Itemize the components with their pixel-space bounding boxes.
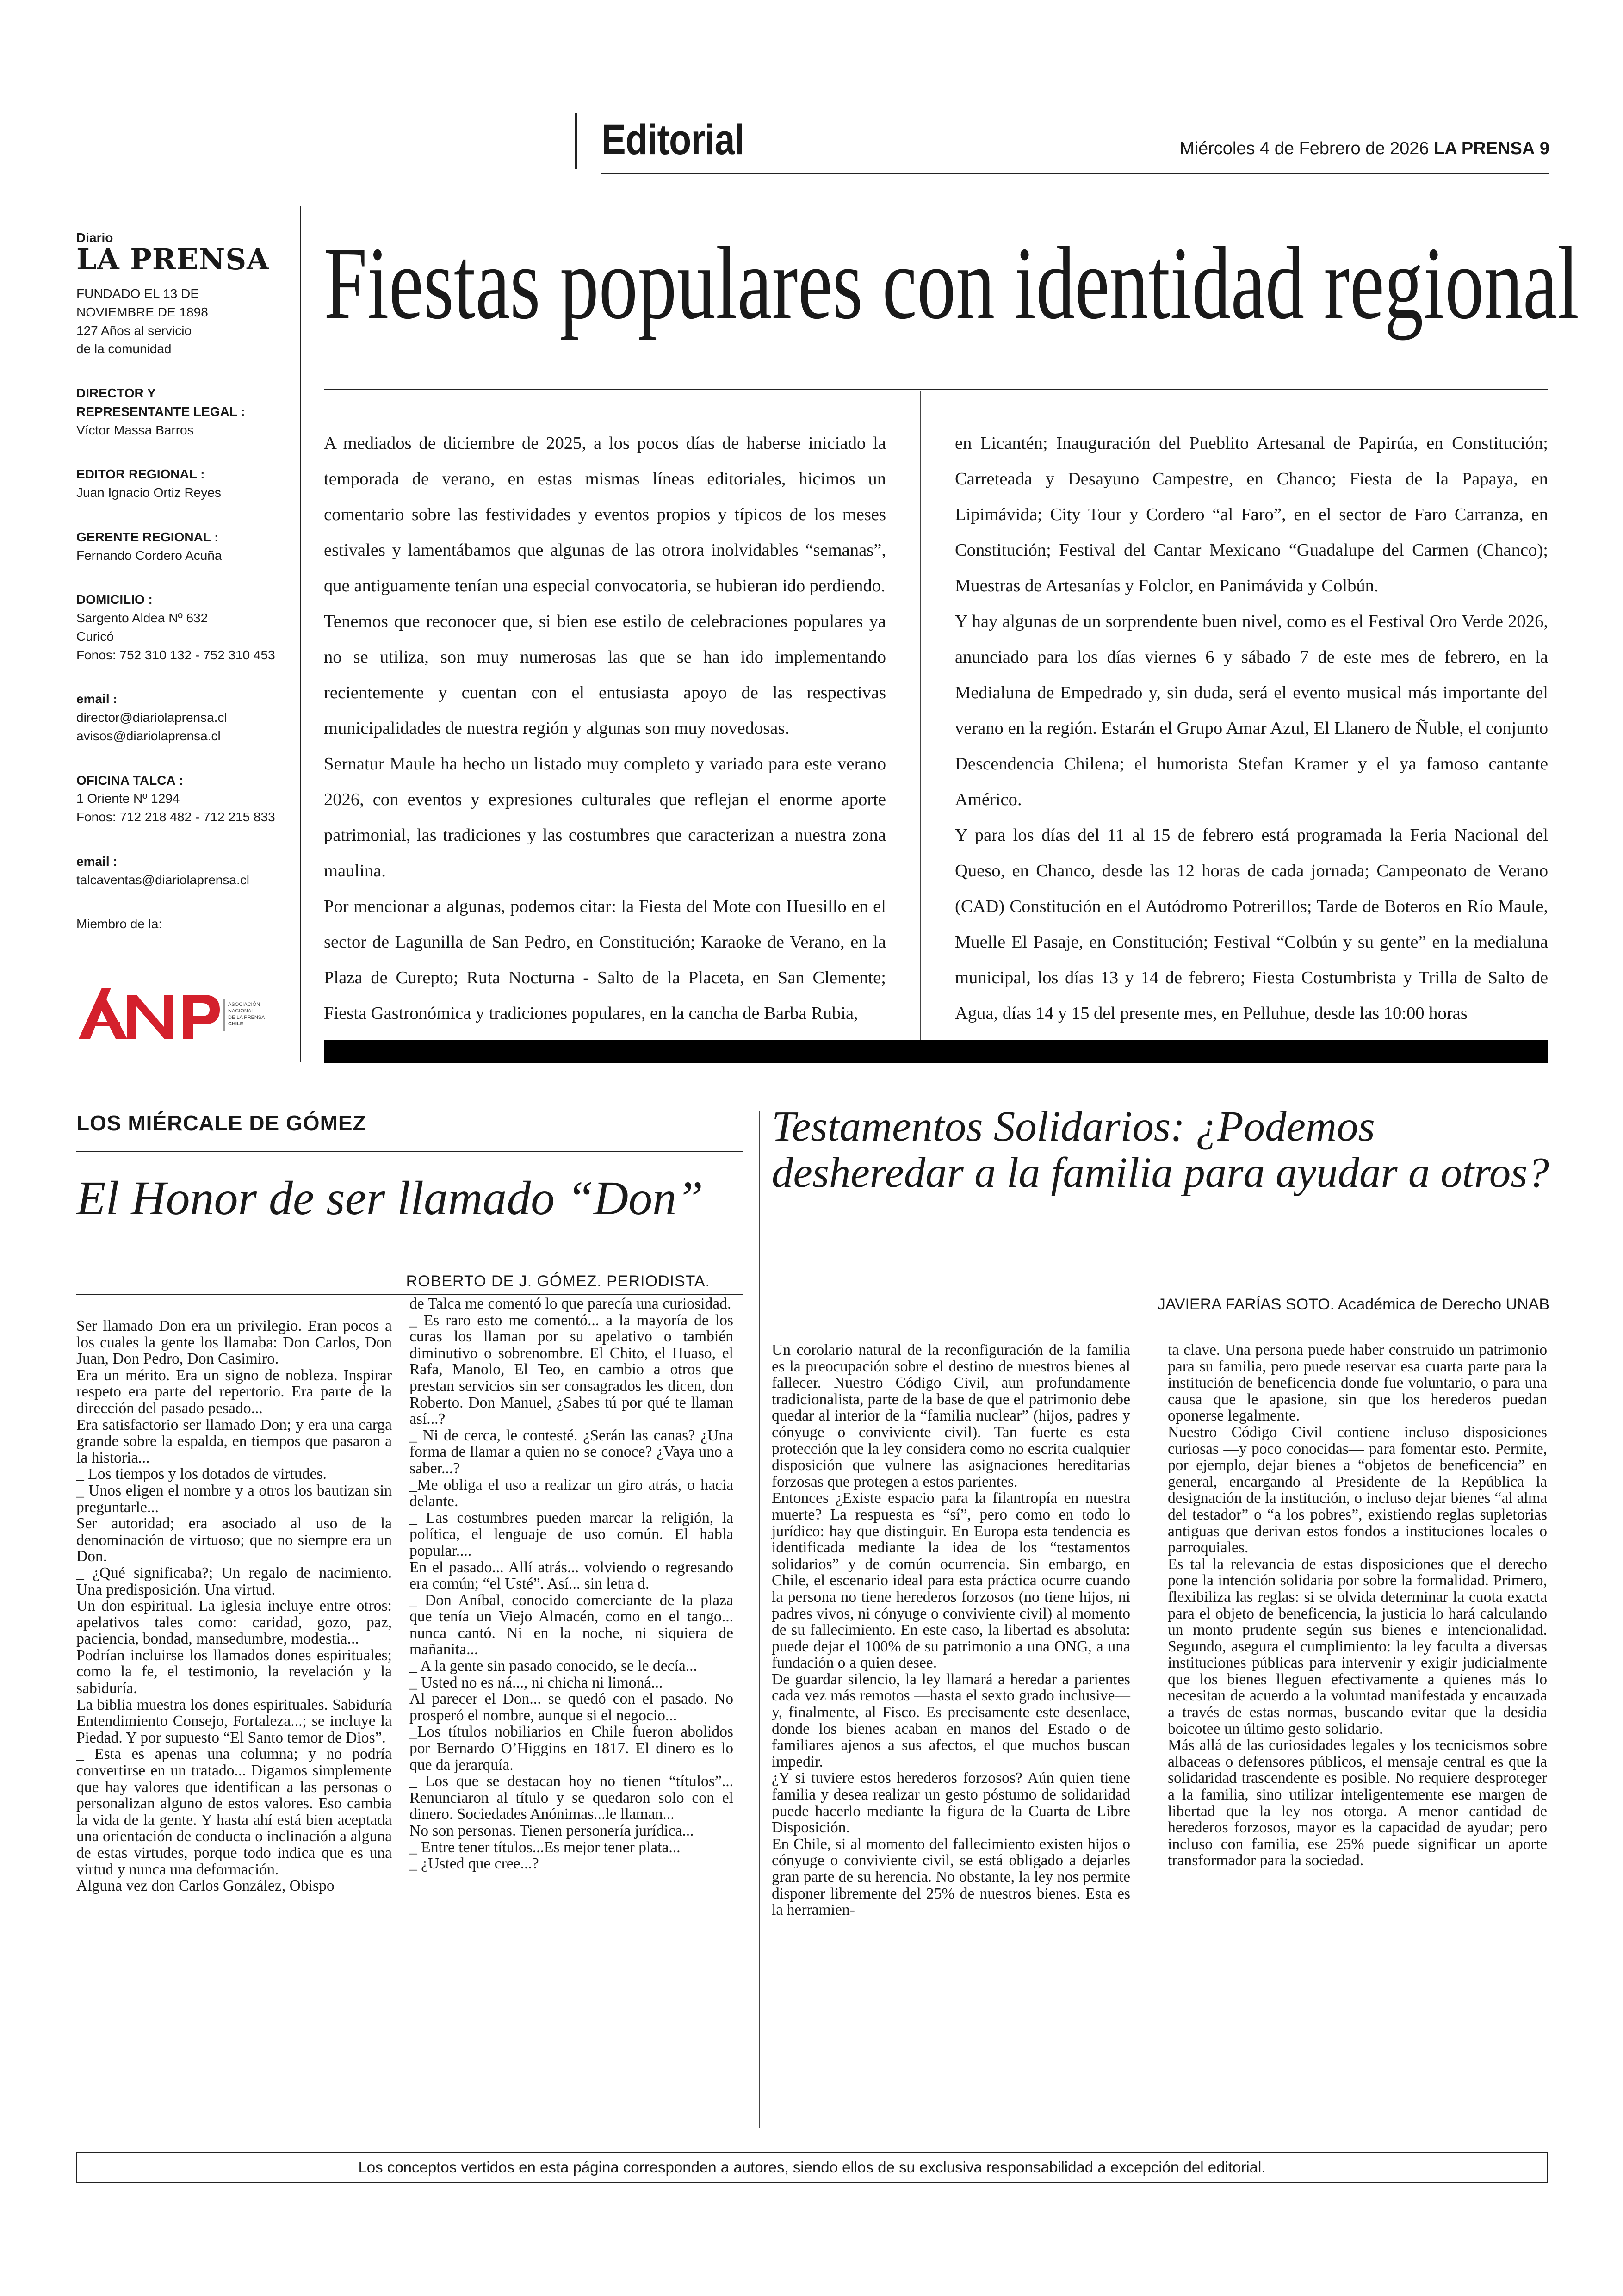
paragraph: Al parecer el Don... se quedó con el pasado. No prosperó el nombre, aunque si el negocio... [409,1690,733,1724]
email-label: email : [76,692,118,707]
paragraph: Tenemos que reconocer que, si bien ese estilo de celebraciones populares ya no se utiliza, son muy numerosas las que se han ido implementando recientemente y cuentan con el entusiasta apoyo de las respectivas municipalidades de nuestra región y algunas son muy novedosas. [324,612,886,738]
paragraph: A mediados de diciembre de 2025, a los pocos días de haberse iniciado la temporada de verano, en estas mismas líneas editoriales, hicimos un comentario sobre las festividades y eventos propios y típicos de los meses estivales y lamentábamos que algunas de las otrora inolvidables “semanas”, que antiguamente tenían una especial convocatoria, se hubieran ido perdiendo. [324,434,886,596]
editorial-column-1 [324,426,886,1031]
paragraph: _ Entre tener títulos...Es mejor tener plata... [409,1838,681,1856]
masthead [76,231,287,933]
paragraph: Es tal la relevancia de estas disposiciones que el derecho pone la intención solidaria por sobre la formalidad. Primero, flexibiliza las reglas: si se olvida determinar la cuota exacta para el objeto de beneficencia, la justicia lo hará calculando un monto prudente según sus bienes e intencionalidad. Segundo, asegura el cumplimiento: la ley faculta a diversas instituciones públicas para intervenir y exigir judicialmente que los bienes lleguen efectivamente a quienes más lo necesitan de acuerdo a la voluntad manifestada y encauzada a través de estas normas, buscando evitar que la desidia boicotee un último gesto solidario. [1168,1555,1547,1738]
paragraph: de Talca me comentó lo que parecía una curiosidad. [409,1295,731,1312]
column-section-label: LOS MIÉRCALE DE GÓMEZ [76,1111,366,1135]
paragraph: No son personas. Tienen personería jurídica... [409,1822,694,1839]
talca-line: 1 Oriente Nº 1294 [76,791,180,806]
label-line: REPRESENTANTE LEGAL : [76,404,245,419]
paragraph: _ A la gente sin pasado conocido, se le decía... [409,1657,697,1675]
director-label [76,384,287,421]
header-rule [601,173,1549,174]
editorial-bottom-bar [324,1040,1548,1063]
paragraph: ta clave. Una persona puede haber construido un patrimonio para su familia, pero puede reservar esa cuarta parte para la institución de beneficencia donde fue voluntario, o para una causa que le apasione, sin que los herederos puedan oponerse legalmente. [1168,1341,1547,1425]
column-headline: El Honor de ser llamado “Don” [76,1172,703,1225]
paragraph: Y hay algunas de un sorprendente buen nivel, como es el Festival Oro Verde 2026, anunciado para los días viernes 6 y sábado 7 de este mes de febrero, en la Medialuna de Empedrado y, sin duda, será el evento musical más importante del verano en la región. Estarán el Grupo Amar Azul, El Llanero de Ñuble, el conjunto Descendencia Chilena; el humorista Stefan Kramer y el ya famoso cantante Américo. [955,612,1548,809]
paragraph: Era satisfactorio ser llamado Don; y era una carga grande sobre la espalda, en tiempos que pasaron a la historia... [76,1416,392,1466]
paragraph: _ Es raro esto me comentó... a la mayoría de los curas los llaman por su apelativo o también diminutivo o sobrenombre. El Chito, el Huaso, el Rafa, Manolo, El Teo, en cambio a otros que prestan servicios sin ser consagrados les dicen, don Roberto. Don Manuel, ¿Sabes tú por qué te llaman así...? [409,1311,733,1428]
anp-sub-line: NACIONAL [228,1008,254,1014]
paragraph: _ Los que se destacan hoy no tienen “títulos”... Renunciaron al título y se quedaron solo con el dinero. Sociedades Anónimas...le llaman... [409,1773,733,1823]
member-label: Miembro de la: [76,917,162,931]
anp-sub-line: DE LA PRENSA [228,1015,265,1020]
editor-label: EDITOR REGIONAL : [76,467,205,482]
header-dateline [1180,139,1549,159]
address-label: DOMICILIO : [76,592,153,607]
talca-office-label: OFICINA TALCA : [76,773,183,788]
column-body-right [409,1296,733,1872]
label-line: DIRECTOR Y [76,386,156,401]
sidebar-divider [300,206,301,1062]
paragraph: Más allá de las curiosidades legales y los tecnicismos sobre albaceas o defensores públicos, el mensaje central es que la solidaridad trascendente es posible. No requiere desproteger a la familia, sino utilizar inteligentemente ese margen de libertad que la ley nos otorga. A menor cantidad de herederos forzosos, mayor es la capacidad de ayudar; pero incluso con familia, ese 25% puede significar un aporte transformador para la sociedad. [1168,1737,1547,1869]
editorial-column-divider [920,391,921,1048]
anp-logo [76,986,275,1041]
paragraph: La biblia muestra los dones espirituales. Sabiduría Entendimiento Consejo, Fortaleza...; se incluye la Piedad. Y por supuesto “El Santo temor de Dios”. [76,1696,392,1746]
editorial-title-rule [324,389,1548,390]
paragraph: Ser llamado Don era un privilegio. Eran pocos a los cuales la gente los llamaba: Don Carlos, Don Juan, Don Pedro, Don Casimiro. [76,1317,392,1368]
paragraph: Nuestro Código Civil contiene incluso disposiciones curiosas —y poco conocidas— para fomentar esto. Permite, por ejemplo, dejar bienes a “objetos de beneficencia” en general, encargando al Presidente de la República la designación de la institución, o incluso dejar bienes “al alma del testador” o “a los pobres”, existiendo reglas supletorias antiguas que derivan estos fondos a instituciones locales o parroquiales. [1168,1423,1547,1557]
email-link[interactable]: director@diariolaprensa.cl [76,710,227,725]
header-date: Miércoles 4 de Febrero de 2026 [1179,139,1429,158]
column-rule [76,1151,743,1152]
paragraph: _ Don Aníbal, conocido comerciante de la plaza que tenía un Viejo Almacén, como en el tango... nunca cantó. Ni en la noche, ni siquiera de mañanita... [409,1591,733,1658]
column-body-left [76,1318,392,1894]
testament-byline [1158,1296,1549,1314]
paragraph: Entonces ¿Existe espacio para la filantropía en nuestra muerte? La respuesta es “sí”, pero como en todo lo jurídico: hay que distinguir. En Europa esta tendencia es identificada mediante la idea de los “testamentos solidarios” y de común ocurrencia. Sin embargo, en Chile, el escenario ideal para esta práctica ocurre cuando la persona no tiene herederos forzosos (no tiene hijos, ni padres vivos, ni cónyuge o conviviente civil) al momento de su fallecimiento. En este caso, la libertad es absoluta: puede dejar el 100% de su patrimonio a una ONG, a una fundación o a quien desee. [772,1489,1130,1672]
founded-line: de la comunidad [76,341,172,356]
paragraph: Era un mérito. Era un signo de nobleza. Inspirar respeto era parte del repertorio. Era parte de la dirección del pasado pesado... [76,1366,392,1417]
column-rule [76,1294,743,1295]
paragraph: Un don espiritual. La iglesia incluye entre otros: apelativos tales como: caridad, gozo, paz, paciencia, bondad, mansedumbre, modestia... [76,1597,392,1648]
paragraph: Por mencionar a algunas, podemos citar: la Fiesta del Mote con Huesillo en el sector de Lagunilla de San Pedro, en Constitución; Karaoke de Verano, en la Plaza de Curepto; Ruta Nocturna - Salto de la Placeta, en San Clemente; Fiesta Gastronómica y tradiciones populares, en la cancha de Barba Rubia, [324,897,886,1023]
paragraph: Podrían incluirse los llamados dones espirituales; como la fe, el testimonio, la revelación y la sabiduría. [76,1646,392,1697]
paragraph: _ Usted no es ná..., ni chicha ni limoná... [409,1674,663,1691]
testament-body-right [1168,1342,1547,1869]
testament-headline: Testamentos Solidarios: ¿Podemos desheredar a la familia para ayudar a otros? [772,1103,1549,1197]
paragraph: _Los títulos nobiliarios en Chile fueron abolidos por Bernardo O’Higgins en 1817. El dinero es lo que da jerarquía. [409,1723,733,1774]
testament-author-name: JAVIERA FARÍAS SOTO. [1157,1296,1335,1313]
email-link[interactable]: talcaventas@diariolaprensa.cl [76,872,249,887]
paragraph: En Chile, si al momento del fallecimiento existen hijos o cónyuge o conviviente civil, se está obligado a dejarles gran parte de su herencia. No obstante, la ley nos permite disponer libremente del 25% de nuestros bienes. Esta es la herramien- [772,1835,1130,1919]
paragraph: _Me obliga el uso a realizar un giro atrás, o hacia delante. [409,1476,733,1510]
paragraph: _ Las costumbres pueden marcar la religión, la política, el lenguaje de uso común. El habla popular.... [409,1509,733,1559]
footer-disclaimer: Los conceptos vertidos en esta página corresponden a autores, siendo ellos de su exclusiva responsabilidad a excepción del editorial. [358,2159,1266,2176]
paragraph: _ ¿Qué significaba?; Un regalo de nacimiento. Una predisposición. Una virtud. [76,1564,392,1598]
paragraph: _ Esta es apenas una columna; y no podría convertirse en un tratado... Digamos simplemente que hay valores que identifican a las personas o personalizan alguno de estos valores. Eso cambia la vida de la gente. Y hasta ahí está bien aceptada una orientación de conducta o inclinación a alguna de estas virtudes, porque todo indica que es una virtud y nunca una deformación. [76,1745,392,1878]
paragraph: De guardar silencio, la ley llamará a heredar a parientes cada vez más remotos —hasta el sexto grado inclusive— y, finalmente, al Fisco. Es precisamente este desenlace, donde los bienes acaban en manos del Estado o de familiares ajenos a sus afectos, el que muchos buscan impedir. [772,1670,1130,1770]
paragraph: Un corolario natural de la reconfiguración de la familia es la preocupación sobre el destino de nuestros bienes al fallecer. Nuestro Código Civil, aun profundamente tradicionalista, parte de la base de que el patrimonio debe quedar al interior de la “familia nuclear” (hijos, padres y cónyuge o conviviente civil). Tan fuerte es esta protección que la ley considera como no escrita cualquier disposición que vulnere las asignaciones hereditarias forzosas que protegen a estos parientes. [772,1341,1130,1490]
email-link[interactable]: avisos@diariolaprensa.cl [76,728,221,743]
header-paper: LA PRENSA [1434,139,1535,158]
paragraph: Y para los días del 11 al 15 de febrero está programada la Feria Nacional del Queso, en Chanco, desde las 12 horas de cada jornada; Campeonato de Verano (CAD) Constitución en el Autódromo Potrerillos; Tarde de Boteros en Río Maule, Muelle El Pasaje, en Constitución; Festival “Colbún y su gente” en la medialuna municipal, los días 13 y 14 de febrero; Fiesta Costumbrista y Trilla de Salto de Agua, días 14 y 15 del presente mes, en Pelluhue, desde las 10:00 horas [955,825,1548,1023]
header-page-number: 9 [1539,139,1549,158]
lower-section-divider [759,1111,760,2128]
founded-block [76,285,287,358]
masthead-diario: Diario [76,230,113,245]
paragraph: _ Los tiempos y los dotados de virtudes. [76,1465,327,1483]
paragraph: en Licantén; Inauguración del Pueblito Artesanal de Papirúa, en Constitución; Carreteada y Desayuno Campestre, en Chanco; Fiesta de la Papaya, en Lipimávida; City Tour y Cordero “al Faro”, en el sector de Faro Carranza, en Constitución; Festival del Cantar Mexicano “Guadalupe del Carmen (Chanco); Muestras de Artesanías y Folclor, en Panimávida y Colbún. [955,434,1548,596]
editorial-column-2 [955,426,1548,1031]
anp-sub-line: CHILE [228,1021,243,1027]
anp-sub-line: ASOCIACIÓN [228,1002,260,1007]
editorial-headline: Fiestas populares con identidad regional [324,226,1580,341]
paragraph: Alguna vez don Carlos González, Obispo [76,1877,335,1895]
founded-line: NOVIEMBRE DE 1898 [76,304,208,319]
editor-name: Juan Ignacio Ortiz Reyes [76,485,221,500]
talca-line: Fonos: 712 218 482 - 712 215 833 [76,810,275,825]
director-name: Víctor Massa Barros [76,422,194,437]
paragraph: _ Unos eligen el nombre y a otros los bautizan sin preguntarle... [76,1482,392,1516]
paragraph: ¿Y si tuviere estos herederos forzosos? Aún quien tiene familia y desea realizar un gesto póstumo de solidaridad puede hacerlo mediante la figura de la Cuarta de Libre Disposición. [772,1769,1130,1837]
paragraph: Sernatur Maule ha hecho un listado muy completo y variado para este verano 2026, con eventos y expresiones culturales que reflejan el enorme aporte patrimonial, las tradiciones y las costumbres que caracterizan a nuestra zona maulina. [324,754,886,881]
paragraph: En el pasado... Allí atrás... volviendo o regresando era común; “el Usté”. Así... sin letra d. [409,1558,733,1593]
address-line: Fonos: 752 310 132 - 752 310 453 [76,647,275,662]
testament-author-role: Académica de Derecho UNAB [1338,1296,1549,1313]
anp-logo-icon [76,986,275,1041]
paragraph: _ ¿Usted que cree...? [409,1855,539,1873]
column-byline: ROBERTO DE J. GÓMEZ. PERIODISTA. [406,1272,710,1290]
address-line: Sargento Aldea Nº 632 [76,611,208,626]
founded-line: 127 Años al servicio [76,323,192,338]
header-divider [575,113,577,169]
masthead-logo: LA PRENSA [76,242,270,276]
manager-name: Fernando Cordero Acuña [76,548,222,563]
address-line: Curicó [76,629,114,644]
paragraph: Ser autoridad; era asociado al uso de la denominación de virtuoso; que no siempre era un Don. [76,1515,392,1565]
manager-label: GERENTE REGIONAL : [76,529,219,544]
email2-label: email : [76,854,118,869]
paragraph: _ Ni de cerca, le contesté. ¿Serán las canas? ¿Una forma de llamar a quien no se conoce? ¿Vaya uno a saber...? [409,1427,733,1477]
section-title: Editorial [601,116,744,163]
founded-line: FUNDADO EL 13 DE [76,286,199,301]
testament-body-left [772,1342,1130,1918]
